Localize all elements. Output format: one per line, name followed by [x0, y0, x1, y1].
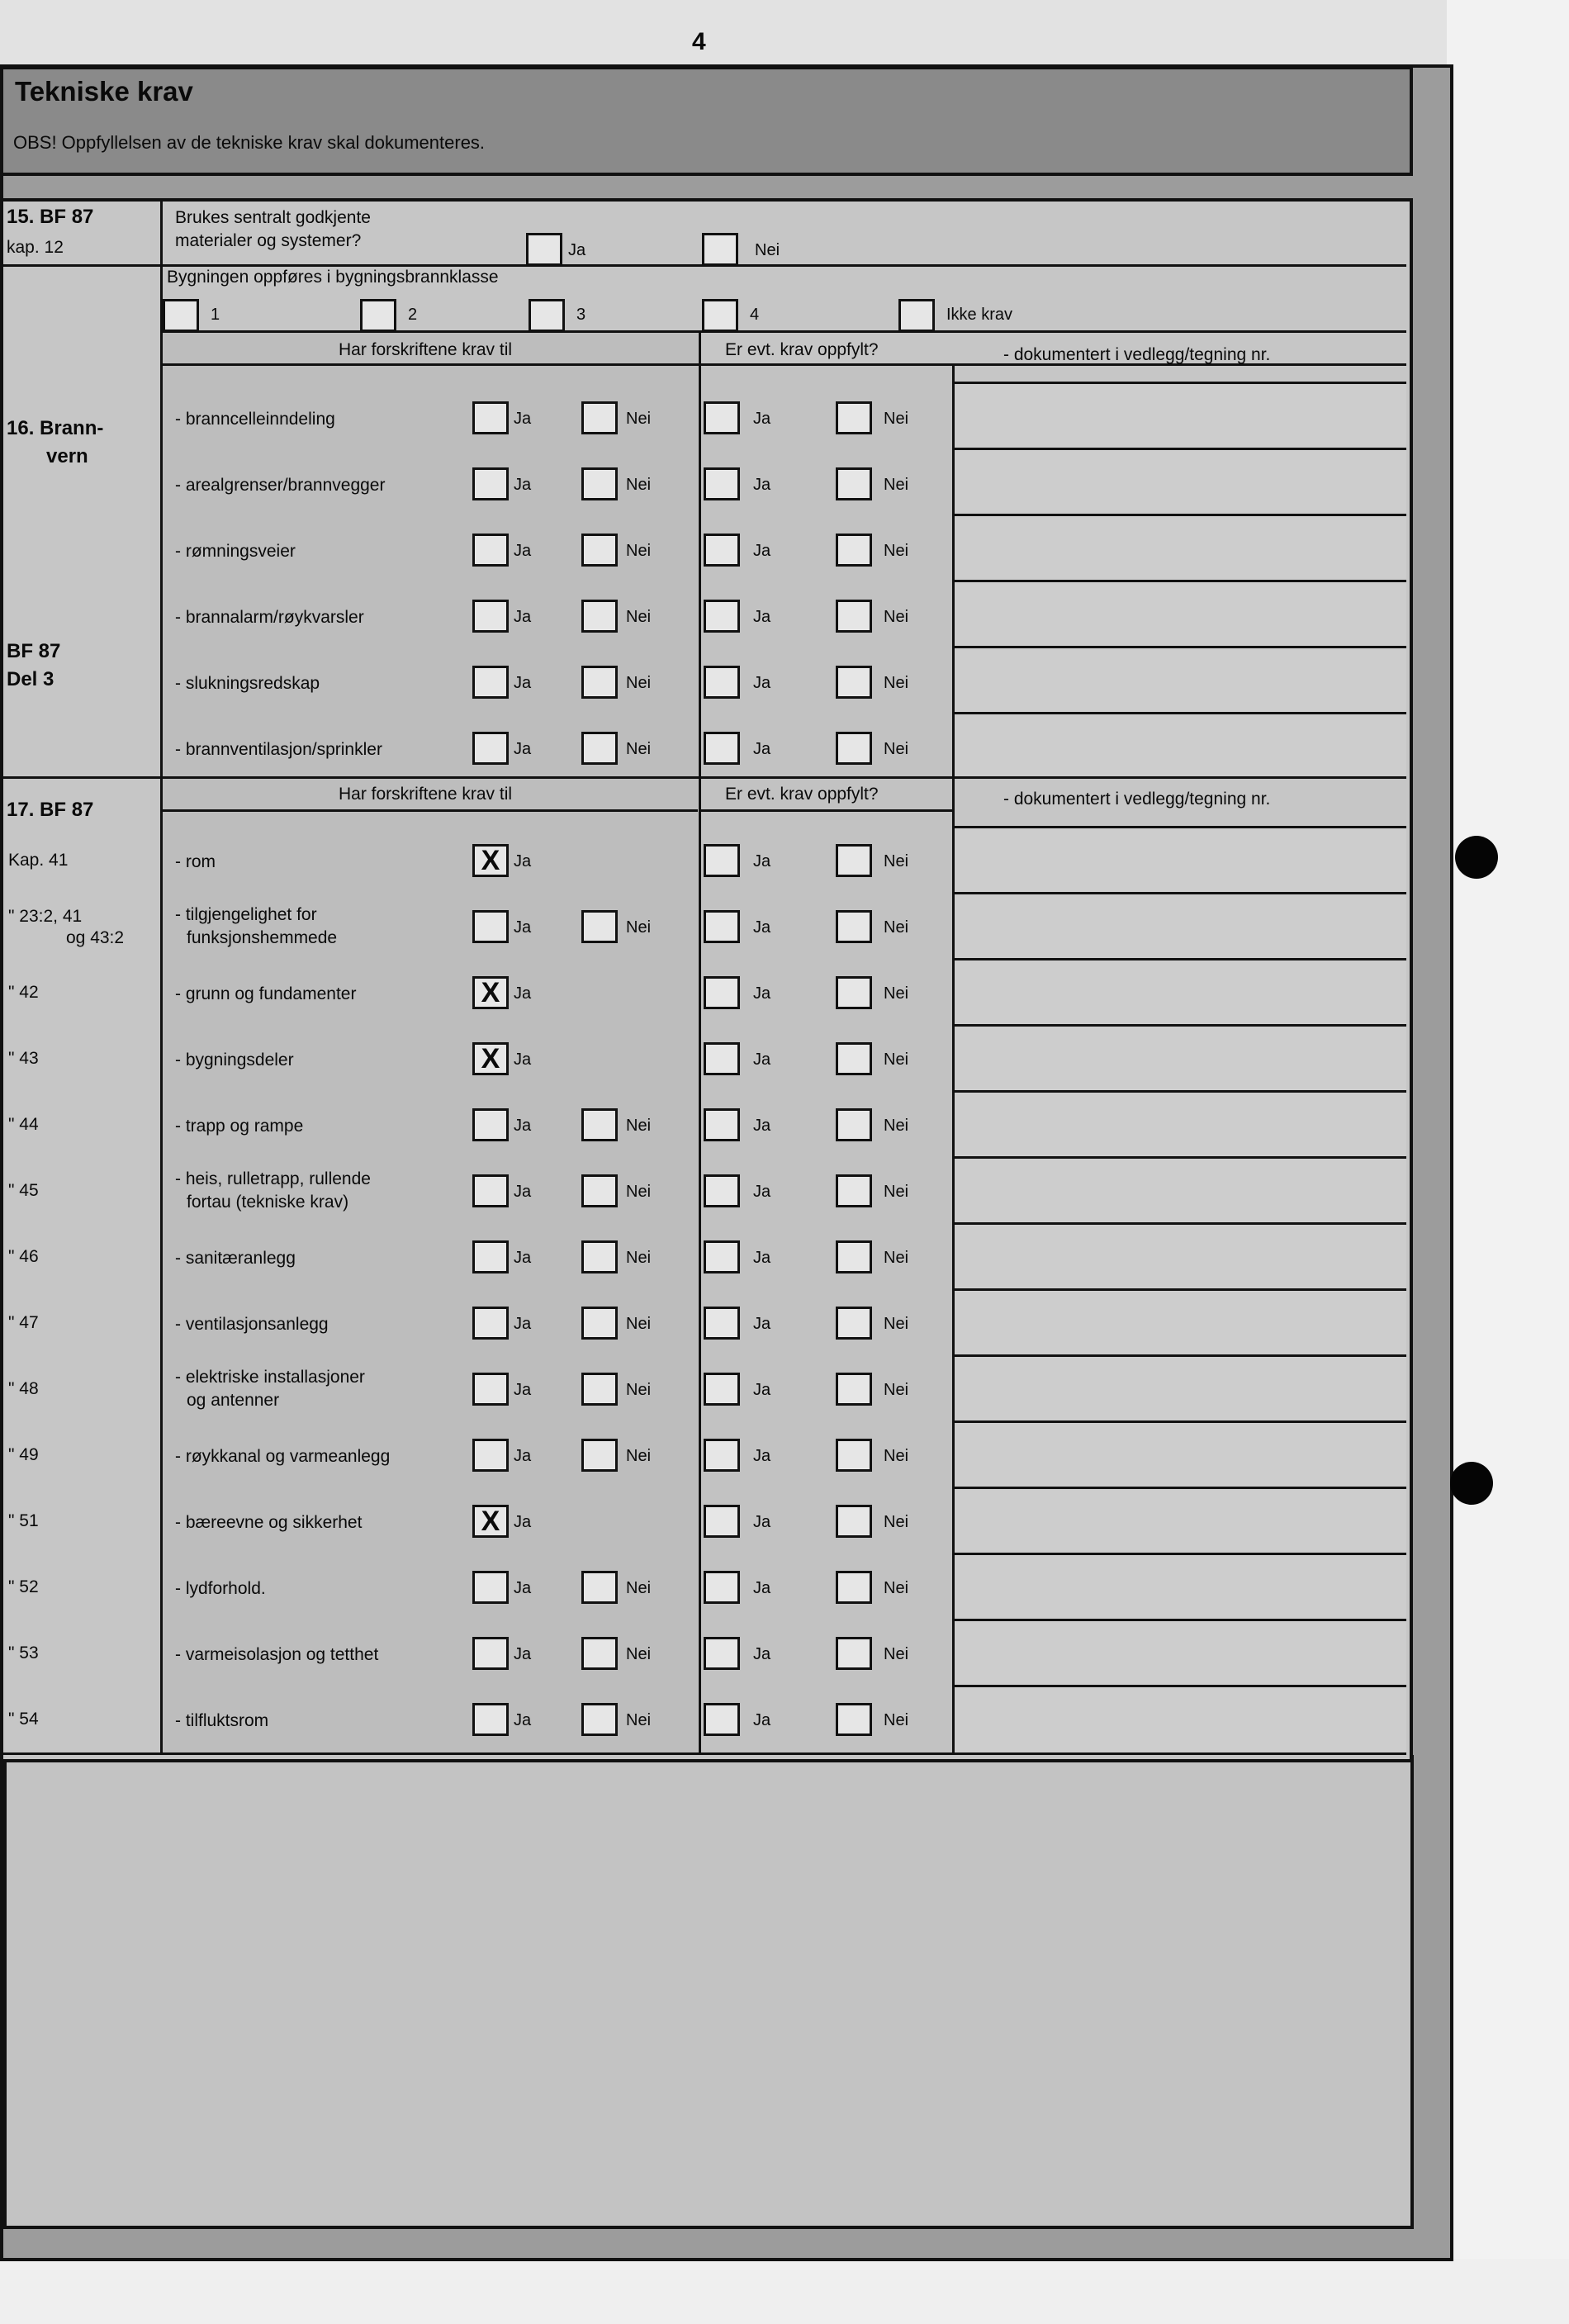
fulfilled-no-checkbox[interactable] — [836, 401, 872, 434]
requirement-item: - røykkanal og varmeanlegg — [175, 1447, 391, 1466]
yes-label: Ja — [753, 1447, 771, 1465]
yes-label: Ja — [753, 1117, 771, 1135]
rule — [160, 198, 163, 1755]
yes-label: Ja — [514, 852, 532, 870]
column-header-requirements: Har forskriftene krav til — [339, 785, 513, 804]
no-label: Nei — [626, 1711, 652, 1729]
requirement-item: - brannventilasjon/sprinkler — [175, 740, 382, 759]
page-margin-bottom — [0, 2259, 1569, 2324]
requirement-no-checkbox[interactable] — [581, 910, 618, 943]
rule — [954, 1487, 1406, 1489]
regulation-reference: " 53 — [8, 1643, 39, 1662]
fire-class-checkbox[interactable] — [163, 299, 199, 332]
requirement-no-checkbox[interactable] — [581, 1571, 618, 1604]
yes-label: Ja — [514, 984, 532, 1003]
yes-label: Ja — [514, 1117, 532, 1135]
fulfilled-no-checkbox[interactable] — [836, 844, 872, 877]
fulfilled-yes-checkbox[interactable] — [704, 467, 740, 500]
yes-label: Ja — [753, 1513, 771, 1531]
section-15-yes-checkbox[interactable] — [526, 233, 562, 266]
yes-label: Ja — [753, 1579, 771, 1597]
no-label: Nei — [884, 1183, 909, 1201]
no-label: Nei — [884, 410, 909, 428]
no-label: Nei — [884, 1579, 909, 1597]
no-label: Nei — [884, 1381, 909, 1399]
no-label: Nei — [626, 1645, 652, 1663]
rule — [954, 1553, 1406, 1555]
requirement-item: - sanitæranlegg — [175, 1249, 296, 1268]
fulfilled-yes-checkbox[interactable] — [704, 1240, 740, 1273]
no-label: Nei — [626, 1381, 652, 1399]
punch-hole — [1455, 836, 1498, 879]
yes-label: Ja — [753, 918, 771, 937]
yes-label: Ja — [753, 1051, 771, 1069]
no-label: Nei — [884, 476, 909, 494]
no-label: Nei — [884, 918, 909, 937]
requirement-item: - ventilasjonsanlegg — [175, 1315, 329, 1334]
fulfilled-yes-checkbox[interactable] — [704, 401, 740, 434]
empty-panel — [3, 1755, 1414, 2229]
requirement-yes-checkbox[interactable] — [472, 1571, 509, 1604]
column-header-requirements: Har forskriftene krav til — [339, 340, 513, 359]
requirement-yes-checkbox[interactable] — [472, 1637, 509, 1670]
requirement-yes-checkbox[interactable] — [472, 1108, 509, 1141]
yes-label: Ja — [753, 1381, 771, 1399]
fire-class-option-label: 3 — [576, 306, 586, 324]
rule — [954, 1354, 1406, 1357]
requirement-item: - elektriske installasjoner — [175, 1368, 365, 1387]
no-label: Nei — [626, 1579, 652, 1597]
no-label: Nei — [884, 740, 909, 758]
yes-label: Ja — [514, 740, 532, 758]
requirement-yes-checkbox[interactable] — [472, 600, 509, 633]
page-number: 4 — [692, 28, 706, 55]
section-16-label: 16. Brann- — [7, 417, 104, 439]
regulation-reference: " 49 — [8, 1445, 39, 1464]
column-header-documented: - dokumentert i vedlegg/tegning nr. — [1003, 345, 1271, 364]
requirement-item: - bæreevne og sikkerhet — [175, 1513, 363, 1532]
requirement-no-checkbox[interactable] — [581, 1108, 618, 1141]
fulfilled-yes-checkbox[interactable] — [704, 976, 740, 1009]
fulfilled-yes-checkbox[interactable] — [704, 910, 740, 943]
page-margin-right — [1447, 0, 1569, 2324]
rule — [161, 330, 1406, 333]
rule — [700, 809, 952, 812]
requirement-item: funksjonshemmede — [187, 928, 338, 947]
yes-label: Ja — [514, 1051, 532, 1069]
fulfilled-no-checkbox[interactable] — [836, 1174, 872, 1207]
requirement-no-checkbox[interactable] — [581, 1703, 618, 1736]
yes-label: Ja — [753, 740, 771, 758]
rule — [699, 330, 701, 1755]
rule — [954, 712, 1406, 714]
yes-label: Ja — [514, 674, 532, 692]
fulfilled-yes-checkbox[interactable] — [704, 1439, 740, 1472]
yes-label: Ja — [514, 1579, 532, 1597]
fire-class-option-label: 4 — [750, 306, 760, 324]
no-label: Nei — [884, 984, 909, 1003]
no-label: Nei — [884, 542, 909, 560]
fulfilled-no-checkbox[interactable] — [836, 910, 872, 943]
fulfilled-yes-checkbox[interactable] — [704, 534, 740, 567]
rule — [954, 1420, 1406, 1423]
fire-class-option-label: Ikke krav — [946, 306, 1013, 324]
fulfilled-no-checkbox[interactable] — [836, 1042, 872, 1075]
fulfilled-yes-checkbox[interactable] — [704, 1373, 740, 1406]
requirement-yes-checkbox[interactable] — [472, 534, 509, 567]
requirement-no-checkbox[interactable] — [581, 666, 618, 699]
fulfilled-yes-checkbox[interactable] — [704, 1571, 740, 1604]
requirement-yes-checkbox[interactable] — [472, 1439, 509, 1472]
rule — [954, 448, 1406, 450]
requirement-yes-checkbox[interactable]: X — [472, 1042, 509, 1075]
section-15-no-label: Nei — [755, 241, 780, 259]
rule — [0, 776, 1406, 779]
requirement-yes-checkbox[interactable]: X — [472, 976, 509, 1009]
regulation-reference: " 54 — [8, 1710, 39, 1729]
yes-label: Ja — [753, 1645, 771, 1663]
yes-label: Ja — [753, 674, 771, 692]
section-header — [0, 66, 1413, 176]
rule — [954, 1222, 1406, 1225]
fulfilled-yes-checkbox[interactable] — [704, 1703, 740, 1736]
column-header-fulfilled: Er evt. krav oppfylt? — [725, 340, 879, 359]
punch-hole — [1450, 1462, 1493, 1505]
yes-label: Ja — [753, 542, 771, 560]
regulation-reference: " 44 — [8, 1115, 39, 1134]
requirement-item: - heis, rulletrapp, rullende — [175, 1169, 371, 1188]
rule — [954, 1619, 1406, 1621]
requirement-item: - branncelleinndeling — [175, 410, 335, 429]
yes-label: Ja — [753, 984, 771, 1003]
fire-class-heading: Bygningen oppføres i bygningsbrannklasse — [167, 268, 499, 287]
rule — [952, 363, 955, 1755]
fulfilled-no-checkbox[interactable] — [836, 1240, 872, 1273]
regulation-reference: " 47 — [8, 1313, 39, 1332]
requirement-no-checkbox[interactable] — [581, 1373, 618, 1406]
fulfilled-no-checkbox[interactable] — [836, 1505, 872, 1538]
yes-label: Ja — [753, 1711, 771, 1729]
no-label: Nei — [884, 852, 909, 870]
fulfilled-yes-checkbox[interactable] — [704, 1042, 740, 1075]
no-label: Nei — [626, 1117, 652, 1135]
requirement-no-checkbox[interactable] — [581, 467, 618, 500]
fulfilled-no-checkbox[interactable] — [836, 1307, 872, 1340]
requirement-yes-checkbox[interactable] — [472, 666, 509, 699]
rule — [954, 580, 1406, 582]
requirement-item: - tilgjengelighet for — [175, 905, 317, 924]
fulfilled-no-checkbox[interactable] — [836, 600, 872, 633]
requirement-no-checkbox[interactable] — [581, 534, 618, 567]
yes-label: Ja — [753, 410, 771, 428]
requirement-item: - brannalarm/røykvarsler — [175, 608, 364, 627]
requirement-item: - slukningsredskap — [175, 674, 320, 693]
yes-label: Ja — [514, 1513, 532, 1531]
rule — [954, 1090, 1406, 1093]
no-label: Nei — [884, 674, 909, 692]
no-label: Nei — [626, 608, 652, 626]
no-label: Nei — [626, 410, 652, 428]
yes-label: Ja — [514, 1381, 532, 1399]
yes-label: Ja — [514, 608, 532, 626]
regulation-reference: " 52 — [8, 1577, 39, 1596]
fulfilled-yes-checkbox[interactable] — [704, 732, 740, 765]
column-header-fulfilled: Er evt. krav oppfylt? — [725, 785, 879, 804]
rule — [954, 1024, 1406, 1027]
section-15-yes-label: Ja — [568, 241, 586, 259]
regulation-reference: og 43:2 — [66, 928, 125, 947]
no-label: Nei — [626, 476, 652, 494]
requirement-no-checkbox[interactable] — [581, 1240, 618, 1273]
no-label: Nei — [626, 542, 652, 560]
rule — [954, 382, 1406, 384]
requirement-yes-checkbox[interactable] — [472, 1373, 509, 1406]
no-label: Nei — [884, 1447, 909, 1465]
requirement-no-checkbox[interactable] — [581, 1439, 618, 1472]
requirement-yes-checkbox[interactable]: X — [472, 1505, 509, 1538]
regulation-reference: Kap. 41 — [8, 851, 69, 870]
fulfilled-no-checkbox[interactable] — [836, 732, 872, 765]
requirement-item: - arealgrenser/brannvegger — [175, 476, 386, 495]
yes-label: Ja — [753, 476, 771, 494]
yes-label: Ja — [753, 852, 771, 870]
requirement-yes-checkbox[interactable] — [472, 1240, 509, 1273]
fulfilled-yes-checkbox[interactable] — [704, 1174, 740, 1207]
yes-label: Ja — [514, 1315, 532, 1333]
requirement-no-checkbox[interactable] — [581, 1637, 618, 1670]
no-label: Nei — [884, 1117, 909, 1135]
yes-label: Ja — [514, 542, 532, 560]
fulfilled-yes-checkbox[interactable] — [704, 1307, 740, 1340]
rule — [954, 1156, 1406, 1159]
fulfilled-yes-checkbox[interactable] — [704, 1637, 740, 1670]
requirement-yes-checkbox[interactable] — [472, 1307, 509, 1340]
rule — [161, 809, 698, 812]
fulfilled-no-checkbox[interactable] — [836, 1108, 872, 1141]
fulfilled-no-checkbox[interactable] — [836, 1439, 872, 1472]
no-label: Nei — [884, 608, 909, 626]
requirement-item: - trapp og rampe — [175, 1117, 304, 1136]
fulfilled-yes-checkbox[interactable] — [704, 844, 740, 877]
requirement-item: og antenner — [187, 1391, 280, 1410]
yes-label: Ja — [514, 1249, 532, 1267]
fulfilled-yes-checkbox[interactable] — [704, 1505, 740, 1538]
no-label: Nei — [884, 1513, 909, 1531]
fulfilled-no-checkbox[interactable] — [836, 1571, 872, 1604]
fulfilled-no-checkbox[interactable] — [836, 1373, 872, 1406]
requirement-yes-checkbox[interactable]: X — [472, 844, 509, 877]
rule — [954, 958, 1406, 960]
requirement-item: - varmeisolasjon og tetthet — [175, 1645, 379, 1664]
requirement-item: - tilfluktsrom — [175, 1711, 269, 1730]
no-label: Nei — [626, 918, 652, 937]
requirement-item: - bygningsdeler — [175, 1051, 294, 1070]
yes-label: Ja — [514, 1183, 532, 1201]
regulation-reference: " 42 — [8, 983, 39, 1002]
fulfilled-no-checkbox[interactable] — [836, 976, 872, 1009]
requirement-item: - rom — [175, 852, 216, 871]
no-label: Nei — [626, 674, 652, 692]
fulfilled-yes-checkbox[interactable] — [704, 600, 740, 633]
requirement-yes-checkbox[interactable] — [472, 401, 509, 434]
section-16-reference: Del 3 — [7, 668, 55, 690]
yes-label: Ja — [753, 608, 771, 626]
yes-label: Ja — [514, 918, 532, 937]
section-16-reference: BF 87 — [7, 640, 61, 662]
fulfilled-no-checkbox[interactable] — [836, 666, 872, 699]
fire-class-checkbox[interactable] — [898, 299, 935, 332]
regulation-reference: " 46 — [8, 1247, 39, 1266]
requirement-no-checkbox[interactable] — [581, 732, 618, 765]
section-15-no-checkbox[interactable] — [702, 233, 738, 266]
regulation-reference: " 48 — [8, 1379, 39, 1398]
fulfilled-no-checkbox[interactable] — [836, 534, 872, 567]
no-label: Nei — [626, 1183, 652, 1201]
fire-class-option-label: 2 — [408, 306, 418, 324]
requirement-yes-checkbox[interactable] — [472, 910, 509, 943]
fire-class-checkbox[interactable] — [702, 299, 738, 332]
yes-label: Ja — [753, 1315, 771, 1333]
fire-class-checkbox[interactable] — [360, 299, 396, 332]
no-label: Nei — [884, 1315, 909, 1333]
regulation-reference: " 45 — [8, 1181, 39, 1200]
requirement-item: fortau (tekniske krav) — [187, 1193, 349, 1212]
no-label: Nei — [884, 1645, 909, 1663]
rule — [954, 1685, 1406, 1687]
yes-label: Ja — [514, 1447, 532, 1465]
requirement-no-checkbox[interactable] — [581, 1307, 618, 1340]
no-label: Nei — [626, 740, 652, 758]
fire-class-option-label: 1 — [211, 306, 220, 324]
no-label: Nei — [626, 1447, 652, 1465]
no-label: Nei — [884, 1051, 909, 1069]
section-15-question: Brukes sentralt godkjente — [175, 208, 371, 227]
fulfilled-no-checkbox[interactable] — [836, 467, 872, 500]
yes-label: Ja — [514, 1711, 532, 1729]
fulfilled-no-checkbox[interactable] — [836, 1703, 872, 1736]
yes-label: Ja — [514, 1645, 532, 1663]
section-17-label: 17. BF 87 — [7, 799, 94, 821]
no-label: Nei — [884, 1249, 909, 1267]
requirement-no-checkbox[interactable] — [581, 1174, 618, 1207]
requirement-item: - rømningsveier — [175, 542, 296, 561]
requirement-no-checkbox[interactable] — [581, 401, 618, 434]
section-16-label: vern — [46, 445, 88, 467]
rule — [954, 514, 1406, 516]
regulation-reference: " 43 — [8, 1049, 39, 1068]
requirement-yes-checkbox[interactable] — [472, 1174, 509, 1207]
requirement-item: - grunn og fundamenter — [175, 984, 357, 1003]
rule — [954, 646, 1406, 648]
requirement-item: - lydforhold. — [175, 1579, 266, 1598]
requirement-yes-checkbox[interactable] — [472, 732, 509, 765]
rule — [954, 1288, 1406, 1291]
rule — [954, 892, 1406, 894]
requirement-yes-checkbox[interactable] — [472, 1703, 509, 1736]
section-15-chapter: kap. 12 — [7, 238, 64, 257]
yes-label: Ja — [514, 410, 532, 428]
section-15-label: 15. BF 87 — [7, 206, 94, 228]
section-15-question: materialer og systemer? — [175, 231, 362, 250]
requirement-yes-checkbox[interactable] — [472, 467, 509, 500]
page-title: Tekniske krav — [15, 76, 193, 107]
regulation-reference: " 23:2, 41 — [8, 907, 83, 926]
rule — [0, 1752, 1406, 1755]
rule — [954, 826, 1406, 828]
no-label: Nei — [626, 1249, 652, 1267]
fire-class-checkbox[interactable] — [529, 299, 565, 332]
fulfilled-no-checkbox[interactable] — [836, 1637, 872, 1670]
regulation-reference: " 51 — [8, 1511, 39, 1530]
no-label: Nei — [884, 1711, 909, 1729]
yes-label: Ja — [514, 476, 532, 494]
fulfilled-yes-checkbox[interactable] — [704, 1108, 740, 1141]
no-label: Nei — [626, 1315, 652, 1333]
fulfilled-yes-checkbox[interactable] — [704, 666, 740, 699]
requirement-no-checkbox[interactable] — [581, 600, 618, 633]
column-header-documented: - dokumentert i vedlegg/tegning nr. — [1003, 790, 1271, 809]
header-note: OBS! Oppfyllelsen av de tekniske krav skal dokumenteres. — [13, 132, 486, 153]
yes-label: Ja — [753, 1183, 771, 1201]
yes-label: Ja — [753, 1249, 771, 1267]
